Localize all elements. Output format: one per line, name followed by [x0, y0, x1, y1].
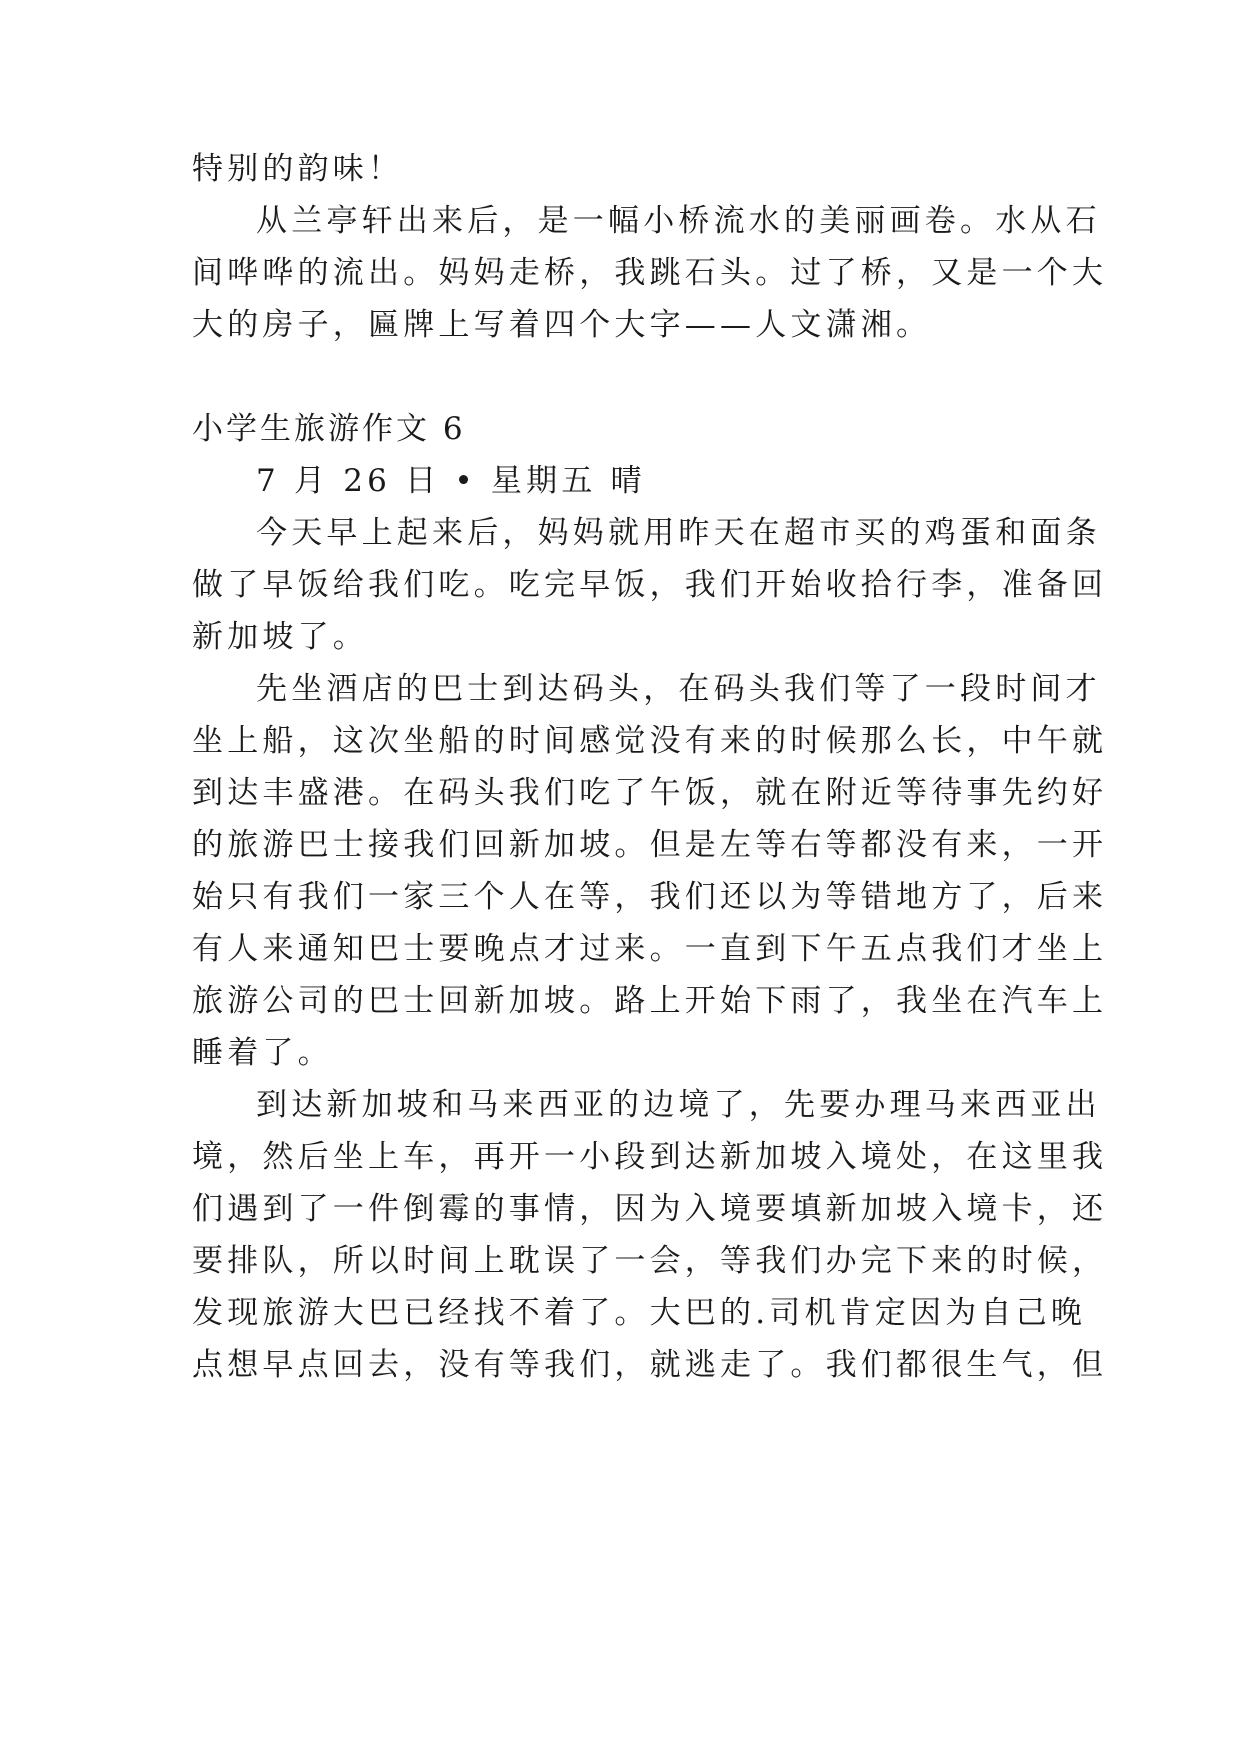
- text-line: 要排队，所以时间上耽误了一会，等我们办完下来的时候，: [192, 1243, 1108, 1279]
- text-line: 做了早饭给我们吃。吃完早饭，我们开始收拾行李，准备回: [192, 567, 1108, 603]
- text-line: 睡着了。: [192, 1035, 333, 1071]
- text-line: 发现旅游大巴已经找不着了。大巴的.司机肯定因为自己晚: [192, 1295, 1087, 1331]
- text-line: 间哗哗的流出。妈妈走桥，我跳石头。过了桥，又是一个大: [192, 255, 1108, 291]
- paragraph-first-line: 今天早上起来后，妈妈就用昨天在超市买的鸡蛋和面条: [256, 515, 1101, 551]
- text-line: 旅游公司的巴士回新加坡。路上开始下雨了，我坐在汽车上: [192, 983, 1108, 1019]
- text-line: 特别的韵味！: [192, 151, 404, 187]
- text-line: 有人来通知巴士要晚点才过来。一直到下午五点我们才坐上: [192, 931, 1108, 967]
- date-line: 7 月 26 日 • 星期五 晴: [256, 463, 646, 499]
- paragraph-first-line: 到达新加坡和马来西亚的边境了，先要办理马来西亚出: [256, 1087, 1101, 1123]
- text-line: 境，然后坐上车，再开一小段到达新加坡入境处，在这里我: [192, 1139, 1108, 1175]
- text-line: 们遇到了一件倒霉的事情，因为入境要填新加坡入境卡，还: [192, 1191, 1108, 1227]
- text-line: 点想早点回去，没有等我们，就逃走了。我们都很生气，但: [192, 1347, 1108, 1383]
- text-line: 坐上船，这次坐船的时间感觉没有来的时候那么长，中午就: [192, 723, 1108, 759]
- section-heading: 小学生旅游作文 6: [192, 411, 466, 447]
- text-line: 到达丰盛港。在码头我们吃了午饭，就在附近等待事先约好: [192, 775, 1108, 811]
- paragraph-first-line: 从兰亭轩出来后，是一幅小桥流水的美丽画卷。水从石: [256, 203, 1101, 239]
- text-line: 大的房子，匾牌上写着四个大字——人文潇湘。: [192, 307, 932, 343]
- text-line: 新加坡了。: [192, 619, 368, 655]
- text-line: 始只有我们一家三个人在等，我们还以为等错地方了，后来: [192, 879, 1108, 915]
- paragraph-first-line: 先坐酒店的巴士到达码头，在码头我们等了一段时间才: [256, 671, 1101, 707]
- text-line: 的旅游巴士接我们回新加坡。但是左等右等都没有来，一开: [192, 827, 1108, 863]
